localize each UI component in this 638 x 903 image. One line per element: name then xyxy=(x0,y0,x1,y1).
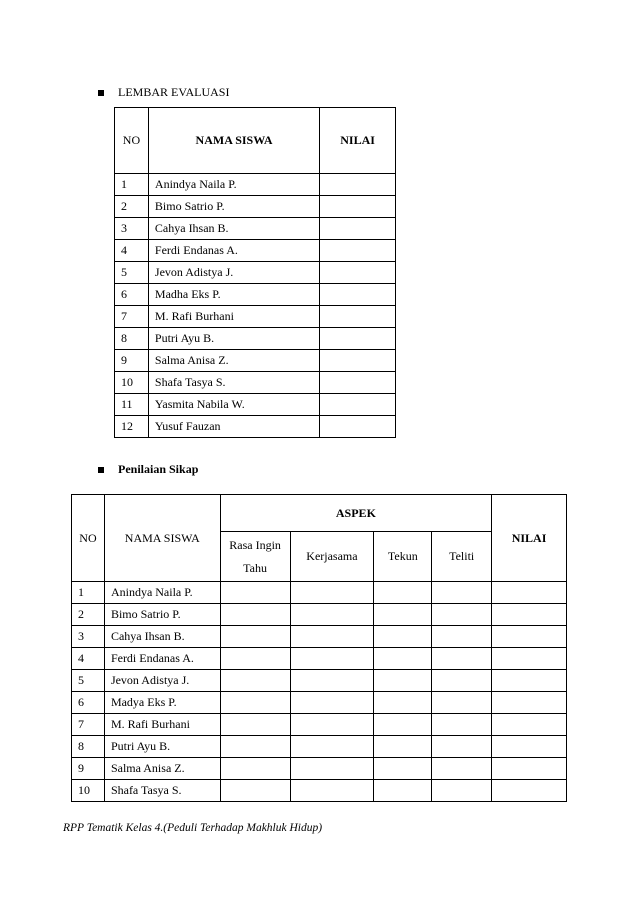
cell-no: 10 xyxy=(115,372,149,394)
cell-kerjasama xyxy=(290,670,374,692)
cell-nama: Madha Eks P. xyxy=(148,284,319,306)
cell-tekun xyxy=(374,780,432,802)
table-row xyxy=(115,218,396,240)
header-no: NO xyxy=(115,108,149,174)
cell-no: 1 xyxy=(115,174,149,196)
header-nama: NAMA SISWA xyxy=(148,108,319,174)
cell-nama: Bimo Satrio P. xyxy=(148,196,319,218)
cell-nama: Ferdi Endanas A. xyxy=(104,648,220,670)
cell-no: 10 xyxy=(72,780,105,802)
section2-heading xyxy=(98,462,198,477)
cell-tekun xyxy=(374,736,432,758)
cell-nilai xyxy=(492,604,567,626)
cell-nama: Shafa Tasya S. xyxy=(104,780,220,802)
table-row xyxy=(115,174,396,196)
cell-no: 5 xyxy=(72,670,105,692)
cell-rasa-ingin-tahu xyxy=(220,648,290,670)
cell-nilai xyxy=(320,240,396,262)
cell-no: 12 xyxy=(115,416,149,438)
cell-nama: Anindya Naila P. xyxy=(148,174,319,196)
header-nama: NAMA SISWA xyxy=(104,495,220,582)
table-row xyxy=(72,736,567,758)
table-header-row xyxy=(115,108,396,174)
cell-rasa-ingin-tahu xyxy=(220,736,290,758)
cell-no: 8 xyxy=(115,328,149,350)
cell-nama: Anindya Naila P. xyxy=(104,582,220,604)
cell-nilai xyxy=(492,692,567,714)
cell-nama: Putri Ayu B. xyxy=(104,736,220,758)
bullet-square-icon xyxy=(98,90,104,96)
cell-teliti xyxy=(432,670,492,692)
cell-nilai xyxy=(320,394,396,416)
cell-nilai xyxy=(492,626,567,648)
header-nilai: NILAI xyxy=(492,495,567,582)
cell-no: 5 xyxy=(115,262,149,284)
evaluation-table xyxy=(114,107,396,438)
table-row xyxy=(72,758,567,780)
cell-nama: Cahya Ihsan B. xyxy=(148,218,319,240)
cell-nilai xyxy=(320,416,396,438)
cell-no: 9 xyxy=(72,758,105,780)
cell-nilai xyxy=(320,218,396,240)
cell-kerjasama xyxy=(290,648,374,670)
table-row xyxy=(115,262,396,284)
table-row xyxy=(72,626,567,648)
cell-nilai xyxy=(320,350,396,372)
cell-tekun xyxy=(374,626,432,648)
cell-nama: Cahya Ihsan B. xyxy=(104,626,220,648)
table-header-row xyxy=(72,495,567,532)
cell-nama: Shafa Tasya S. xyxy=(148,372,319,394)
table-row xyxy=(72,714,567,736)
table-row xyxy=(72,670,567,692)
table-row xyxy=(115,416,396,438)
cell-nilai xyxy=(320,196,396,218)
cell-rasa-ingin-tahu xyxy=(220,626,290,648)
header-kerjasama: Kerjasama xyxy=(290,532,374,582)
cell-nama: M. Rafi Burhani xyxy=(104,714,220,736)
cell-kerjasama xyxy=(290,714,374,736)
cell-teliti xyxy=(432,736,492,758)
cell-nilai xyxy=(320,328,396,350)
section2-title: Penilaian Sikap xyxy=(118,462,199,476)
cell-nilai xyxy=(492,780,567,802)
cell-no: 4 xyxy=(115,240,149,262)
cell-teliti xyxy=(432,758,492,780)
header-rasa-ingin-tahu xyxy=(220,532,290,582)
cell-rasa-ingin-tahu xyxy=(220,780,290,802)
cell-rasa-ingin-tahu xyxy=(220,692,290,714)
cell-rasa-ingin-tahu xyxy=(220,714,290,736)
cell-rasa-ingin-tahu xyxy=(220,582,290,604)
table-row xyxy=(72,582,567,604)
cell-tekun xyxy=(374,582,432,604)
cell-kerjasama xyxy=(290,604,374,626)
table-row xyxy=(115,240,396,262)
cell-rasa-ingin-tahu xyxy=(220,758,290,780)
cell-nama: Madya Eks P. xyxy=(104,692,220,714)
cell-nama: Jevon Adistya J. xyxy=(104,670,220,692)
cell-no: 8 xyxy=(72,736,105,758)
cell-kerjasama xyxy=(290,582,374,604)
cell-no: 9 xyxy=(115,350,149,372)
cell-kerjasama xyxy=(290,692,374,714)
cell-tekun xyxy=(374,758,432,780)
cell-no: 3 xyxy=(115,218,149,240)
cell-no: 3 xyxy=(72,626,105,648)
cell-nilai xyxy=(320,372,396,394)
cell-nilai xyxy=(492,758,567,780)
cell-nama: Ferdi Endanas A. xyxy=(148,240,319,262)
cell-teliti xyxy=(432,780,492,802)
table-row xyxy=(115,350,396,372)
cell-kerjasama xyxy=(290,758,374,780)
cell-tekun xyxy=(374,648,432,670)
cell-tekun xyxy=(374,692,432,714)
table-row xyxy=(115,372,396,394)
header-no: NO xyxy=(72,495,105,582)
cell-nilai xyxy=(492,648,567,670)
table-row xyxy=(115,394,396,416)
cell-nilai xyxy=(320,262,396,284)
cell-tekun xyxy=(374,714,432,736)
table-row xyxy=(115,284,396,306)
table-row xyxy=(72,604,567,626)
header-teliti: Teliti xyxy=(432,532,492,582)
table-row xyxy=(72,648,567,670)
cell-rasa-ingin-tahu xyxy=(220,604,290,626)
header-aspek: ASPEK xyxy=(220,495,491,532)
cell-teliti xyxy=(432,604,492,626)
cell-teliti xyxy=(432,692,492,714)
cell-nama: Yasmita Nabila W. xyxy=(148,394,319,416)
cell-nilai xyxy=(320,284,396,306)
cell-nilai xyxy=(492,736,567,758)
cell-tekun xyxy=(374,670,432,692)
table-row xyxy=(72,692,567,714)
cell-nama: Bimo Satrio P. xyxy=(104,604,220,626)
table-row xyxy=(115,306,396,328)
cell-teliti xyxy=(432,582,492,604)
cell-nama: Salma Anisa Z. xyxy=(104,758,220,780)
cell-no: 4 xyxy=(72,648,105,670)
cell-no: 11 xyxy=(115,394,149,416)
cell-no: 7 xyxy=(115,306,149,328)
cell-nama: Salma Anisa Z. xyxy=(148,350,319,372)
cell-nama: Putri Ayu B. xyxy=(148,328,319,350)
cell-nilai xyxy=(320,174,396,196)
cell-nama: Yusuf Fauzan xyxy=(148,416,319,438)
section1-heading xyxy=(98,85,229,100)
cell-teliti xyxy=(432,626,492,648)
cell-no: 1 xyxy=(72,582,105,604)
cell-kerjasama xyxy=(290,736,374,758)
cell-teliti xyxy=(432,714,492,736)
table-row xyxy=(72,780,567,802)
cell-kerjasama xyxy=(290,780,374,802)
header-nilai: NILAI xyxy=(320,108,396,174)
bullet-square-icon xyxy=(98,467,104,473)
cell-nama: M. Rafi Burhani xyxy=(148,306,319,328)
cell-teliti xyxy=(432,648,492,670)
table-row xyxy=(115,328,396,350)
cell-nilai xyxy=(320,306,396,328)
cell-nilai xyxy=(492,670,567,692)
cell-nilai xyxy=(492,714,567,736)
cell-no: 7 xyxy=(72,714,105,736)
cell-no: 2 xyxy=(72,604,105,626)
cell-no: 6 xyxy=(115,284,149,306)
header-rasa-line1: Rasa Ingin xyxy=(229,537,281,552)
table-row xyxy=(115,196,396,218)
cell-tekun xyxy=(374,604,432,626)
header-rasa-line2: Tahu xyxy=(243,560,267,575)
cell-nilai xyxy=(492,582,567,604)
cell-nama: Jevon Adistya J. xyxy=(148,262,319,284)
section1-title: LEMBAR EVALUASI xyxy=(118,85,230,99)
cell-rasa-ingin-tahu xyxy=(220,670,290,692)
attitude-table xyxy=(71,494,567,802)
cell-no: 6 xyxy=(72,692,105,714)
cell-kerjasama xyxy=(290,626,374,648)
header-tekun: Tekun xyxy=(374,532,432,582)
cell-no: 2 xyxy=(115,196,149,218)
page-footer: RPP Tematik Kelas 4.(Peduli Terhadap Makhluk Hidup) xyxy=(63,822,323,834)
